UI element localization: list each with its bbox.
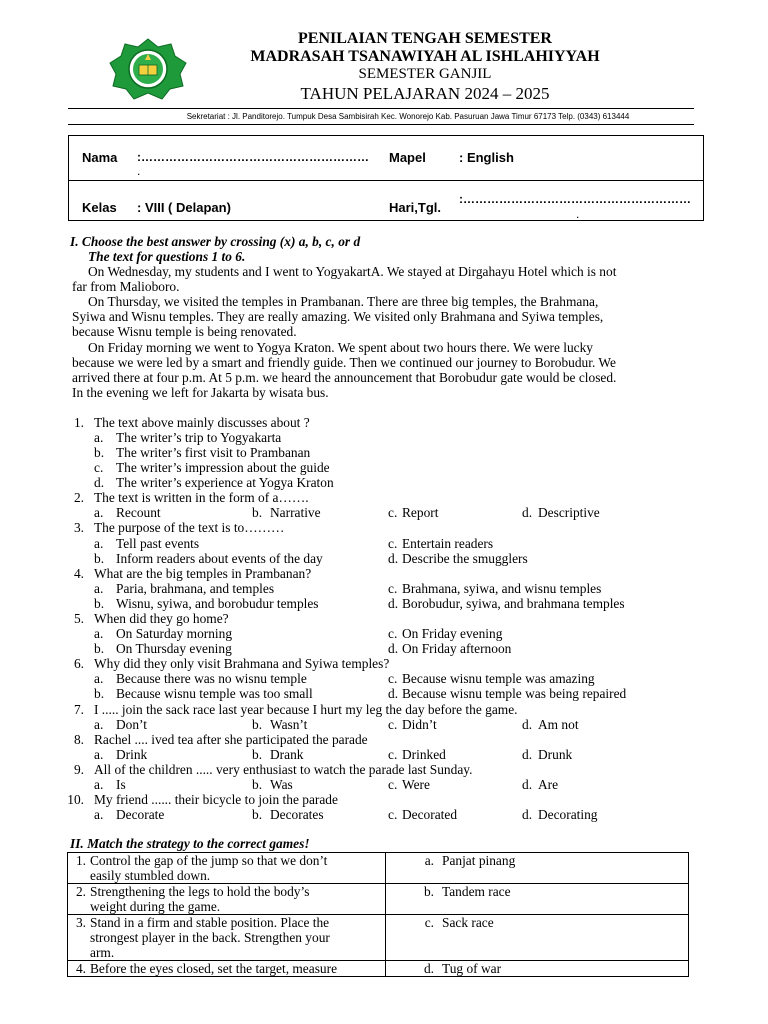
section2-instruction: II. Match the strategy to the correct games! — [70, 836, 310, 851]
option-row — [0, 551, 768, 566]
match-game: Sack race — [442, 915, 494, 930]
match-table — [67, 852, 689, 977]
match-game-cell[interactable] — [386, 884, 689, 915]
option-row — [0, 626, 768, 641]
passage-line: arrived there at four p.m. At 5 p.m. we heard the announcement that Borobudur gate would be closed. — [72, 370, 617, 385]
match-strategy — [90, 915, 378, 960]
option-letter: a. — [94, 777, 104, 792]
option-text[interactable]: Drinked — [402, 747, 446, 762]
option-letter: b. — [252, 747, 263, 762]
option-text[interactable]: The writer’s first visit to Prambanan — [116, 445, 311, 460]
option-text[interactable]: Inform readers about events of the day — [116, 551, 323, 566]
match-strategy — [90, 884, 378, 914]
match-strategy-line: Strengthening the legs to hold the body’s — [90, 884, 310, 899]
option-text[interactable]: On Saturday morning — [116, 626, 233, 641]
header-divider-top — [68, 108, 694, 109]
hari-label: Hari,Tgl. — [389, 200, 442, 215]
option-letter: d. — [522, 717, 533, 732]
option-letter: c. — [388, 505, 398, 520]
option-text[interactable]: Entertain readers — [402, 536, 494, 551]
match-game: Tug of war — [442, 961, 502, 976]
option-row — [0, 445, 768, 460]
option-row — [0, 717, 768, 732]
passage-line: because Wisnu temple is being renovated. — [72, 324, 297, 339]
identity-divider — [68, 180, 704, 181]
question-5 — [0, 611, 768, 626]
option-letter: a. — [94, 671, 104, 686]
option-text[interactable]: Narrative — [270, 505, 321, 520]
nama-label: Nama — [82, 150, 118, 165]
passage-line: Syiwa and Wisnu temples. They are really amazing. We visited only Brahmana and Syiwa temples, — [72, 309, 604, 324]
question-8 — [0, 732, 768, 747]
passage-line: In the evening we left for Jakarta by wisata bus. — [72, 385, 329, 400]
option-text[interactable]: Borobudur, syiwa, and brahmana temples — [402, 596, 625, 611]
match-letter: a. — [424, 853, 434, 868]
option-text[interactable]: Didn’t — [402, 717, 437, 732]
option-letter: d. — [388, 686, 399, 701]
match-strategy-cell — [68, 853, 386, 884]
option-text[interactable]: Report — [402, 505, 439, 520]
option-text[interactable]: Brahmana, syiwa, and wisnu temples — [402, 581, 602, 596]
passage-line: because we were led by a smart and friendly guide. Then we continued our journey to Borobudur. We — [72, 355, 616, 370]
option-text[interactable]: Decorating — [538, 807, 598, 822]
option-letter: c. — [388, 581, 398, 596]
option-text[interactable]: On Friday afternoon — [402, 641, 512, 656]
match-number: 2. — [75, 884, 86, 899]
option-row — [0, 536, 768, 551]
option-letter: c. — [388, 626, 398, 641]
section1-instruction: I. Choose the best answer by crossing (x) a, b, c, or d — [70, 234, 361, 249]
option-letter: c. — [94, 460, 104, 475]
question-3 — [0, 520, 768, 535]
option-letter: c. — [388, 747, 398, 762]
match-strategy-line: weight during the game. — [90, 899, 221, 914]
option-letter: d. — [522, 807, 533, 822]
option-text[interactable]: Decorates — [270, 807, 324, 822]
question-number: 2. — [73, 490, 84, 505]
option-text[interactable]: Wasn’t — [270, 717, 308, 732]
option-letter: d. — [388, 551, 399, 566]
passage-line: far from Malioboro. — [72, 279, 180, 294]
question-number: 7. — [73, 702, 84, 717]
passage-line: On Thursday, we visited the temples in Prambanan. There are three big temples, the Brahmana, — [88, 294, 599, 309]
option-text[interactable]: On Friday evening — [402, 626, 503, 641]
question-text: All of the children ..... very enthusiast to watch the parade last Sunday. — [94, 762, 473, 777]
option-letter: a. — [94, 717, 104, 732]
question-2 — [0, 490, 768, 505]
match-letter: c. — [424, 915, 434, 930]
nama-field-cont: . — [137, 164, 141, 178]
option-text[interactable]: The writer’s impression about the guide — [116, 460, 330, 475]
match-row — [68, 915, 689, 961]
option-letter: c. — [388, 777, 398, 792]
header-title-4: TAHUN PELAJARAN 2024 – 2025 — [300, 84, 550, 103]
header-title-3: SEMESTER GANJIL — [358, 66, 492, 82]
question-text: The text is written in the form of a……. — [94, 490, 309, 505]
match-row — [68, 853, 689, 884]
match-letter: b. — [423, 884, 434, 899]
option-letter: d. — [522, 505, 533, 520]
question-text: I ..... join the sack race last year because I hurt my leg the day before the game. — [94, 702, 518, 717]
question-9 — [0, 762, 768, 777]
option-row — [0, 641, 768, 656]
question-text: The purpose of the text is to……… — [94, 520, 285, 535]
option-row — [0, 807, 768, 822]
option-letter: c. — [388, 536, 398, 551]
question-number: 4. — [73, 566, 84, 581]
option-row — [0, 671, 768, 686]
option-text[interactable]: Because wisnu temple was amazing — [402, 671, 595, 686]
option-letter: a. — [94, 807, 104, 822]
option-text[interactable]: Was — [270, 777, 293, 792]
question-number: 3. — [73, 520, 84, 535]
passage-line: On Wednesday, my students and I went to YogyakartA. We stayed at Dirgahayu Hotel which is not — [88, 264, 617, 279]
option-text[interactable]: Describe the smugglers — [402, 551, 528, 566]
option-row — [0, 505, 768, 520]
match-strategy — [90, 853, 378, 883]
option-letter: a. — [94, 505, 104, 520]
option-letter: b. — [252, 505, 263, 520]
kelas-value: : VIII ( Delapan) — [137, 200, 231, 215]
match-strategy-cell — [68, 915, 386, 961]
option-text[interactable]: Are — [538, 777, 559, 792]
option-text[interactable]: On Thursday evening — [116, 641, 232, 656]
option-letter: c. — [388, 807, 398, 822]
match-strategy-line: Control the gap of the jump so that we don’t — [90, 853, 328, 868]
option-text[interactable]: Were — [402, 777, 430, 792]
match-number: 3. — [75, 915, 86, 930]
option-text[interactable]: Descriptive — [538, 505, 600, 520]
option-text[interactable]: Because wisnu temple was being repaired — [402, 686, 627, 701]
option-letter: a. — [94, 536, 104, 551]
option-row — [0, 581, 768, 596]
option-letter: b. — [94, 551, 105, 566]
mapel-label: Mapel — [389, 150, 426, 165]
option-letter: b. — [94, 686, 105, 701]
question-6 — [0, 656, 768, 671]
school-logo — [108, 38, 188, 100]
match-number: 4. — [75, 961, 86, 976]
match-game: Panjat pinang — [442, 853, 516, 868]
option-text[interactable]: Drank — [270, 747, 304, 762]
question-text: What are the big temples in Prambanan? — [94, 566, 312, 581]
option-letter: d. — [522, 747, 533, 762]
option-letter: b. — [252, 777, 263, 792]
option-row — [0, 596, 768, 611]
option-text[interactable]: Because there was no wisnu temple — [116, 671, 307, 686]
option-letter: b. — [252, 717, 263, 732]
header-divider-bottom — [68, 124, 694, 125]
kelas-label: Kelas — [82, 200, 117, 215]
option-letter: d. — [388, 641, 399, 656]
match-strategy-cell — [68, 961, 386, 977]
option-row — [0, 747, 768, 762]
match-row — [68, 961, 689, 977]
option-text[interactable]: Decorate — [116, 807, 165, 822]
question-number: 8. — [73, 732, 84, 747]
header-title-1: PENILAIAN TENGAH SEMESTER — [298, 30, 552, 47]
option-letter: c. — [388, 671, 398, 686]
match-letter: d. — [423, 961, 434, 976]
match-number: 1. — [75, 853, 86, 868]
question-10 — [0, 792, 768, 807]
match-row — [68, 884, 689, 915]
section1-subtitle: The text for questions 1 to 6. — [88, 249, 246, 264]
nama-field[interactable]: :………………………………………………… — [137, 150, 369, 164]
option-text[interactable]: Decorated — [402, 807, 458, 822]
option-letter: a. — [94, 626, 104, 641]
option-letter: b. — [252, 807, 263, 822]
option-letter: a. — [94, 581, 104, 596]
option-letter: d. — [94, 475, 105, 490]
option-letter: a. — [94, 430, 104, 445]
question-4 — [0, 566, 768, 581]
question-number: 10. — [67, 792, 84, 807]
header-title-2: MADRASAH TSANAWIYAH AL ISHLAHIYYAH — [250, 48, 600, 65]
match-game-cell[interactable] — [386, 915, 689, 961]
match-game: Tandem race — [442, 884, 511, 899]
option-text[interactable]: Don’t — [116, 717, 147, 732]
option-text[interactable]: Recount — [116, 505, 161, 520]
option-text[interactable]: The writer’s experience at Yogya Kraton — [116, 475, 334, 490]
match-game-cell[interactable] — [386, 961, 689, 977]
option-text[interactable]: Paria, brahmana, and temples — [116, 581, 275, 596]
question-text: The text above mainly discusses about ? — [94, 415, 310, 430]
school-address: Sekretariat : Jl. Panditorejo. Tumpuk Desa Sambisirah Kec. Wonorejo Kab. Pasuruan Jawa Timur 67173 Telp. (0343) 613444 — [186, 112, 630, 121]
option-row — [0, 460, 768, 475]
match-strategy — [90, 961, 378, 976]
option-letter: a. — [94, 747, 104, 762]
question-1 — [0, 415, 768, 430]
option-row — [0, 777, 768, 792]
option-letter: d. — [388, 596, 399, 611]
question-number: 9. — [73, 762, 84, 777]
question-number: 1. — [73, 415, 84, 430]
match-strategy-line: Before the eyes closed, set the target, measure — [90, 961, 338, 976]
option-text[interactable]: Tell past events — [116, 536, 200, 551]
option-text[interactable]: The writer’s trip to Yogyakarta — [116, 430, 282, 445]
hari-field-cont: . — [576, 207, 580, 221]
mapel-value: : English — [459, 150, 514, 165]
option-letter: b. — [94, 445, 105, 460]
hari-field[interactable]: :………………………………………………… — [459, 192, 691, 206]
option-text[interactable]: Drink — [116, 747, 148, 762]
match-game-cell[interactable] — [386, 853, 689, 884]
option-text[interactable]: Is — [116, 777, 126, 792]
option-row — [0, 475, 768, 490]
match-strategy-line: arm. — [90, 945, 115, 960]
option-letter: d. — [522, 777, 533, 792]
question-number: 6. — [73, 656, 84, 671]
option-text[interactable]: Drunk — [538, 747, 573, 762]
option-row — [0, 686, 768, 701]
question-text: Why did they only visit Brahmana and Syiwa temples? — [94, 656, 390, 671]
question-text: Rachel .... ived tea after she participated the parade — [94, 732, 368, 747]
option-letter: c. — [388, 717, 398, 732]
match-strategy-line: strongest player in the back. Strengthen your — [90, 930, 330, 945]
question-7 — [0, 702, 768, 717]
option-letter: b. — [94, 641, 105, 656]
match-strategy-cell — [68, 884, 386, 915]
option-letter: b. — [94, 596, 105, 611]
question-number: 5. — [73, 611, 84, 626]
match-strategy-line: easily stumbled down. — [90, 868, 211, 883]
option-row — [0, 430, 768, 445]
option-text[interactable]: Am not — [538, 717, 579, 732]
question-text: When did they go home? — [94, 611, 229, 626]
match-strategy-line: Stand in a firm and stable position. Place the — [90, 915, 330, 930]
option-text[interactable]: Because wisnu temple was too small — [116, 686, 313, 701]
option-text[interactable]: Wisnu, syiwa, and borobudur temples — [116, 596, 319, 611]
question-text: My friend ...... their bicycle to join the parade — [94, 792, 338, 807]
passage-line: On Friday morning we went to Yogya Kraton. We spent about two hours there. We were lucky — [88, 340, 593, 355]
